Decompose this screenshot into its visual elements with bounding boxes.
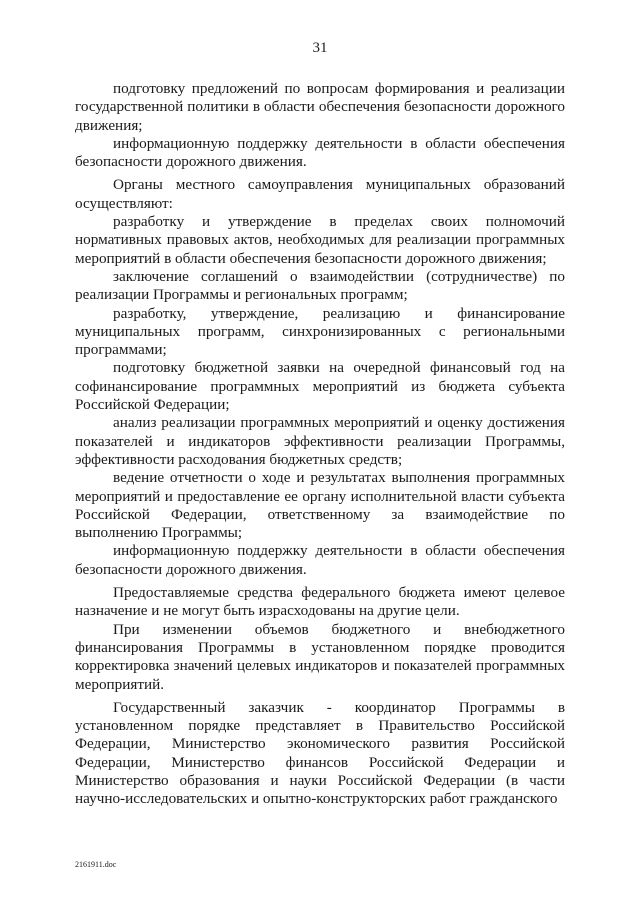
paragraph: информационную поддержку деятельности в области обеспечения безопасности дорожного движения. [75, 134, 565, 171]
paragraph: разработку и утверждение в пределах своих полномочий нормативных правовых актов, необходимых для реализации программных мероприятий в области обеспечения безопасности дорожного движения; [75, 213, 565, 267]
paragraph: анализ реализации программных мероприятий и оценку достижения показателей и индикаторов эффективности реализации Программы, эффективности расходования бюджетных средств; [75, 414, 565, 468]
paragraph: Предоставляемые средства федерального бюджета имеют целевое назначение и не могут быть израсходованы на другие цели. [75, 584, 565, 620]
paragraph: При изменении объемов бюджетного и внебюджетного финансирования Программы в установленном порядке проводится корректировка значений целевых индикаторов и показателей программных мероприятий. [75, 620, 565, 693]
document-body [75, 80, 565, 809]
paragraph: заключение соглашений о взаимодействии (сотрудничестве) по реализации Программы и региональных программ; [75, 267, 565, 304]
paragraph: Государственный заказчик - координатор Программы в установленном порядке представляет в Правительство Российской Федерации, Министерство экономического развития Российской Федерации, Министерство финансов Российской Федерации и Министерство образования и науки Российской Федерации (в части научно-исследовательских и опытно-конструкторских работ гражданского [75, 698, 565, 808]
file-name-footer: 2161911.doc [75, 860, 117, 869]
paragraph: Органы местного самоуправления муниципальных образований осуществляют: [75, 176, 565, 212]
paragraph: подготовку бюджетной заявки на очередной финансовый год на софинансирование программных мероприятий из бюджета субъекта Российской Федерации; [75, 359, 565, 414]
paragraph: разработку, утверждение, реализацию и финансирование муниципальных программ, синхронизированных с региональными программами; [75, 304, 565, 359]
paragraph: подготовку предложений по вопросам формирования и реализации государственной политики в области обеспечения безопасности дорожного движения; [75, 80, 565, 134]
paragraph: информационную поддержку деятельности в области обеспечения безопасности дорожного движения. [75, 542, 565, 578]
page-number: 31 [312, 40, 328, 56]
paragraph: ведение отчетности о ходе и результатах выполнения программных мероприятий и предоставление ее органу исполнительной власти субъекта Российской Федерации, ответственному за взаимодействие по выполнению Программы; [75, 469, 565, 542]
